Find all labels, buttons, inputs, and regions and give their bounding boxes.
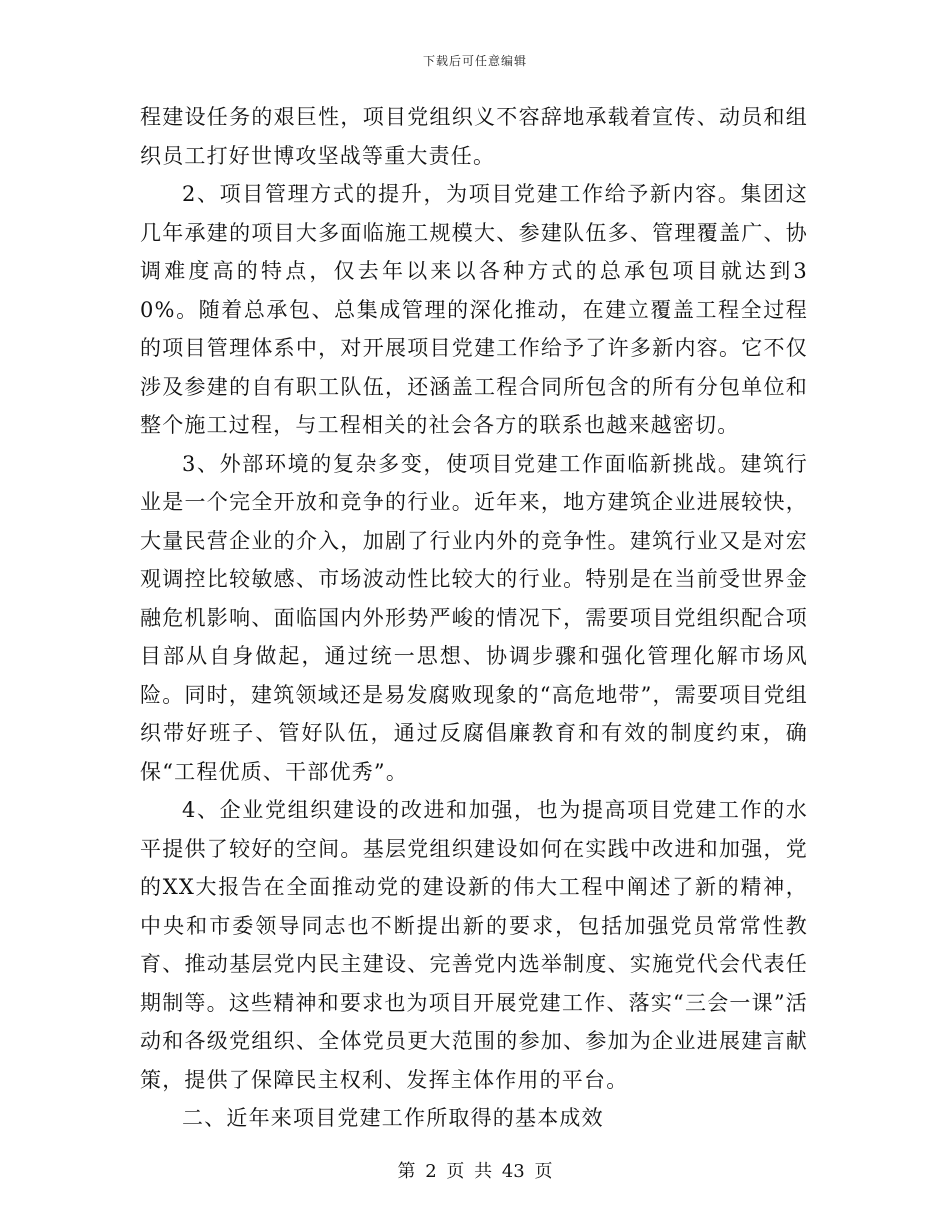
paragraph-management-mode: 2、项目管理方式的提升，为项目党建工作给予新内容。集团这几年承建的项目大多面临施工规模大、参建队伍多、管理覆盖广、协调难度高的特点，仅去年以来以各种方式的总承包项目就达到30%。随着总承包、总集成管理的深化推动，在建立覆盖工程全过程的项目管理体系中，对开展项目党建工作给予了许多新内容。它不仅涉及参建的自有职工队伍，还涵盖工程合同所包含的所有分包单位和整个施工过程，与工程相关的社会各方的联系也越来越密切。 <box>140 182 808 437</box>
paragraph-external-environment: 3、外部环境的复杂多变，使项目党建工作面临新挑战。建筑行业是一个完全开放和竞争的行业。近年来，地方建筑企业进展较快，大量民营企业的介入，加剧了行业内外的竞争性。建筑行业又是对宏观调控比较敏感、市场波动性比较大的行业。特别是在当前受世界金融危机影响、面临国内外形势严峻的情况下，需要项目党组织配合项目部从自身做起，通过统一思想、协调步骤和强化管理化解市场风险。同时，建筑领域还是易发腐败现象的“高危地带”，需要项目党组织带好班子、管好队伍，通过反腐倡廉教育和有效的制度约束，确保“工程优质、干部优秀”。 <box>140 451 808 784</box>
section-heading-achievements: 二、近年来项目党建工作所取得的基本成效 <box>182 1106 604 1130</box>
page-number: 第 2 页 共 43 页 <box>397 1161 553 1182</box>
page-header-note: 下载后可任意编辑 <box>422 54 527 68</box>
paragraph-continuation: 程建设任务的艰巨性，项目党组织义不容辞地承载着宣传、动员和组织员工打好世博攻坚战等重大责任。 <box>140 105 808 168</box>
paragraph-party-building: 4、企业党组织建设的改进和加强，也为提高项目党建工作的水平提供了较好的空间。基层党组织建设如何在实践中改进和加强，党的XX大报告在全面推动党的建设新的伟大工程中阐述了新的精神，中央和市委领导同志也不断提出新的要求，包括加强党员常常性教育、推动基层党内民主建设、完善党内选举制度、实施党代会代表任期制等。这些精神和要求也为项目开展党建工作、落实“三会一课”活动和各级党组织、全体党员更大范围的参加、参加为企业进展建言献策，提供了保障民主权利、发挥主体作用的平台。 <box>140 798 808 1092</box>
document-body <box>140 98 808 1138</box>
